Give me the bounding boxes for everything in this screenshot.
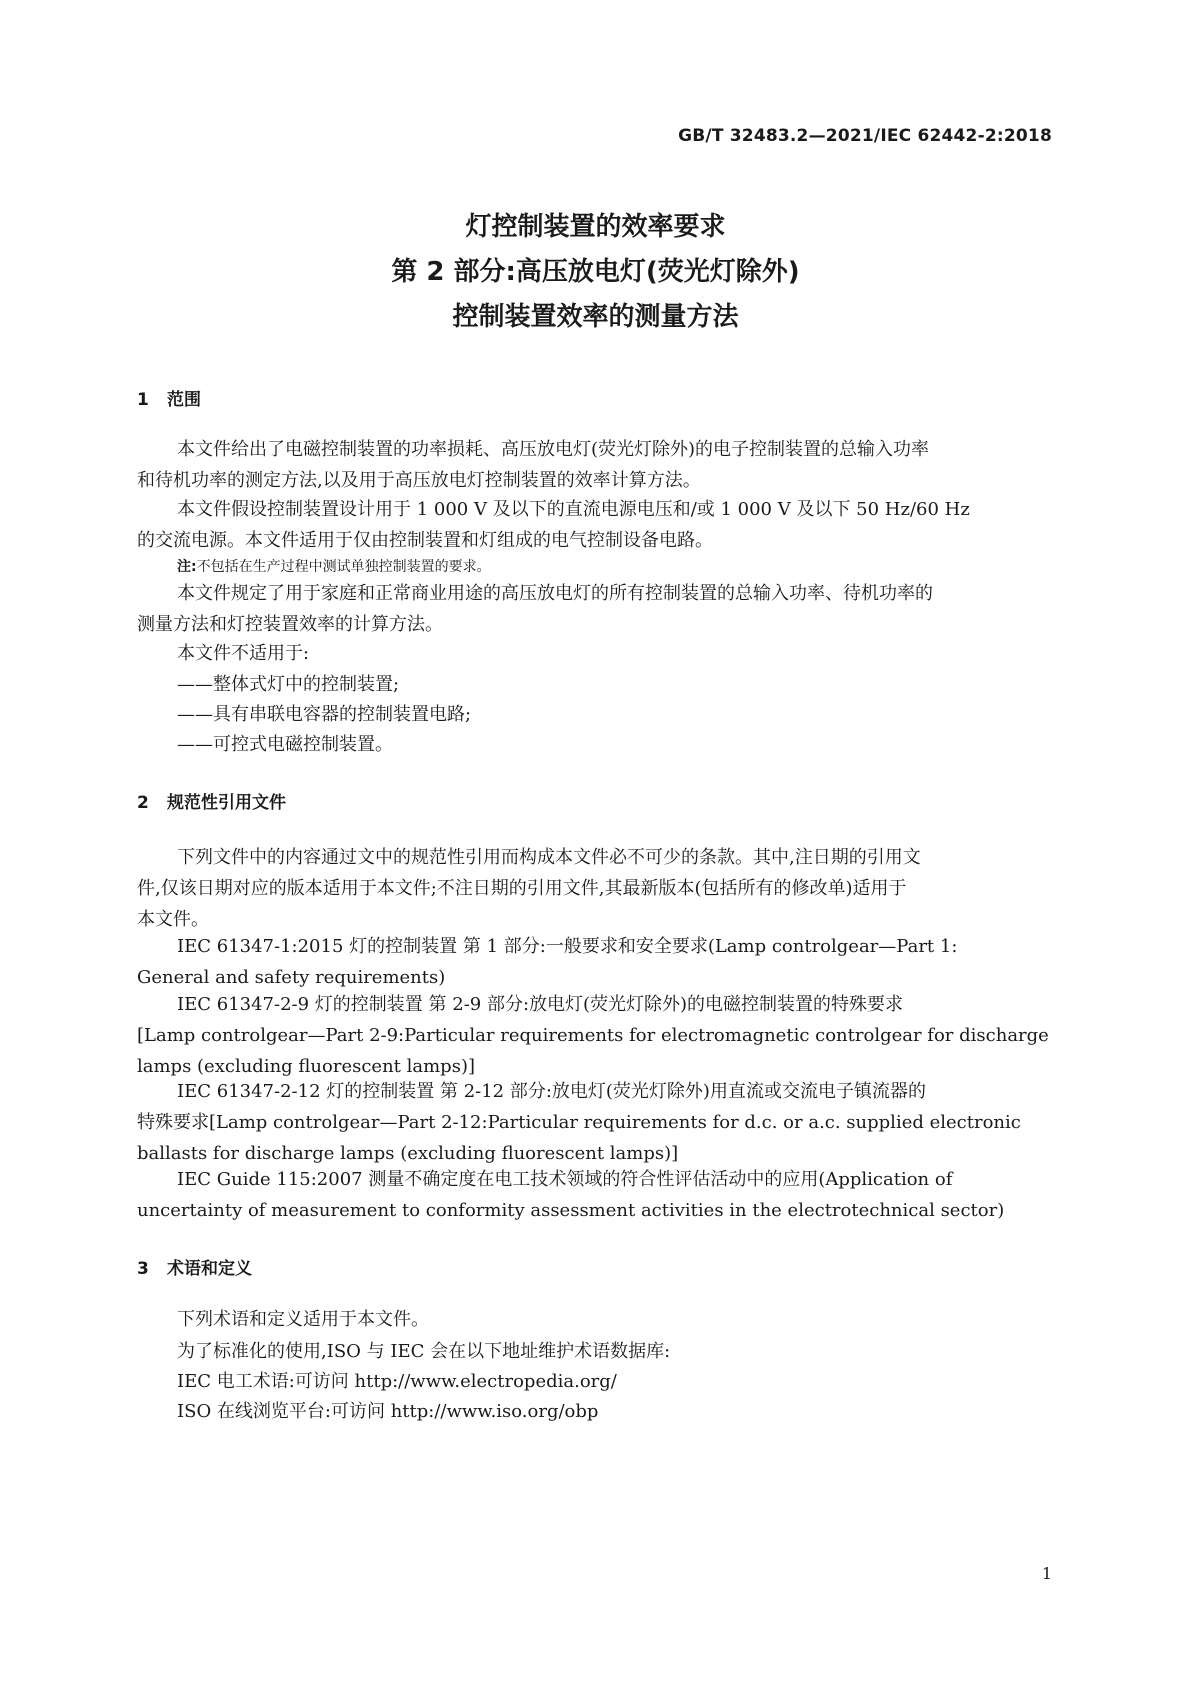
list-item: ——整体式灯中的控制装置;: [177, 674, 400, 695]
section-2-title: 规范性引用文件: [167, 793, 286, 813]
section-3-title: 术语和定义: [167, 1259, 252, 1279]
list-item: ——可控式电磁控制装置。: [177, 734, 393, 755]
section-3-line-2: 为了标准化的使用,ISO 与 IEC 会在以下地址维护术语数据库:: [177, 1341, 671, 1362]
title-line-1: 灯控制装置的效率要求: [465, 212, 726, 242]
section-3-heading: [137, 1254, 252, 1279]
section-2-heading: [137, 788, 286, 813]
title-line-2: 第 2 部分:高压放电灯(荧光灯除外): [391, 257, 800, 287]
section-3-number: 3: [137, 1259, 149, 1279]
section-1-paragraph-1: 本文件给出了电磁控制装置的功率损耗、高压放电灯(荧光灯除外)的电子控制装置的总输入功率 和待机功率的测定方法,以及用于高压放电灯控制装置的效率计算方法。: [137, 439, 930, 491]
normative-reference-3: IEC 61347-2-12 灯的控制装置 第 2-12 部分:放电灯(荧光灯除外)用直流或交流电子镇流器的 特殊要求[Lamp controlgear—Part 2-12:Particular requirements for d.c. or a.c. supplied electronic ballasts for discharge lamps (excluding fluorescent lamps)]: [137, 1081, 1021, 1164]
page-number: 1: [1041, 1564, 1052, 1583]
note-label: 注:: [177, 559, 197, 575]
note-text: 不包括在生产过程中测试单独控制装置的要求。: [196, 559, 491, 575]
section-3-line-1: 下列术语和定义适用于本文件。: [177, 1309, 429, 1330]
section-1-paragraph-2: 本文件假设控制装置设计用于 1 000 V 及以下的直流电源电压和/或 1 000 V 及以下 50 Hz/60 Hz 的交流电源。本文件适用于仅由控制装置和灯组成的电气控制设备电路。: [137, 499, 970, 551]
list-item: ——具有串联电容器的控制装置电路;: [177, 704, 472, 725]
title-line-3: 控制装置效率的测量方法: [452, 302, 739, 332]
section-1-heading: [137, 385, 201, 410]
section-3-line-3: IEC 电工术语:可访问 http://www.electropedia.org/: [177, 1371, 617, 1392]
section-1-title: 范围: [167, 390, 201, 410]
normative-reference-1: IEC 61347-1:2015 灯的控制装置 第 1 部分:一般要求和安全要求(Lamp controlgear—Part 1: General and safety requirements): [137, 936, 958, 988]
section-1-paragraph-4: 本文件不适用于:: [177, 643, 310, 664]
standard-code: GB/T 32483.2—2021/IEC 62442-2:2018: [678, 126, 1052, 146]
section-2-number: 2: [137, 793, 149, 813]
section-1-paragraph-3: 本文件规定了用于家庭和正常商业用途的高压放电灯的所有控制装置的总输入功率、待机功率的 测量方法和灯控装置效率的计算方法。: [137, 583, 933, 635]
section-2-paragraph-1: 下列文件中的内容通过文中的规范性引用而构成本文件必不可少的条款。其中,注日期的引用文 件,仅该日期对应的版本适用于本文件;不注日期的引用文件,其最新版本(包括所有的修改单)适用于 本文件。: [137, 847, 921, 930]
normative-reference-4: IEC Guide 115:2007 测量不确定度在电工技术领域的符合性评估活动中的应用(Application of uncertainty of measurement to conformity assessment activities in the electrotechnical sector): [137, 1169, 1005, 1221]
section-3-line-4: ISO 在线浏览平台:可访问 http://www.iso.org/obp: [177, 1401, 599, 1422]
normative-reference-2: IEC 61347-2-9 灯的控制装置 第 2-9 部分:放电灯(荧光灯除外)的电磁控制装置的特殊要求 [Lamp controlgear—Part 2-9:Particular requirements for electromagnetic controlgear for discharge lamps (excluding fluorescent lamps)]: [137, 994, 1049, 1077]
section-1-note: [177, 556, 491, 576]
section-1-number: 1: [137, 390, 149, 410]
